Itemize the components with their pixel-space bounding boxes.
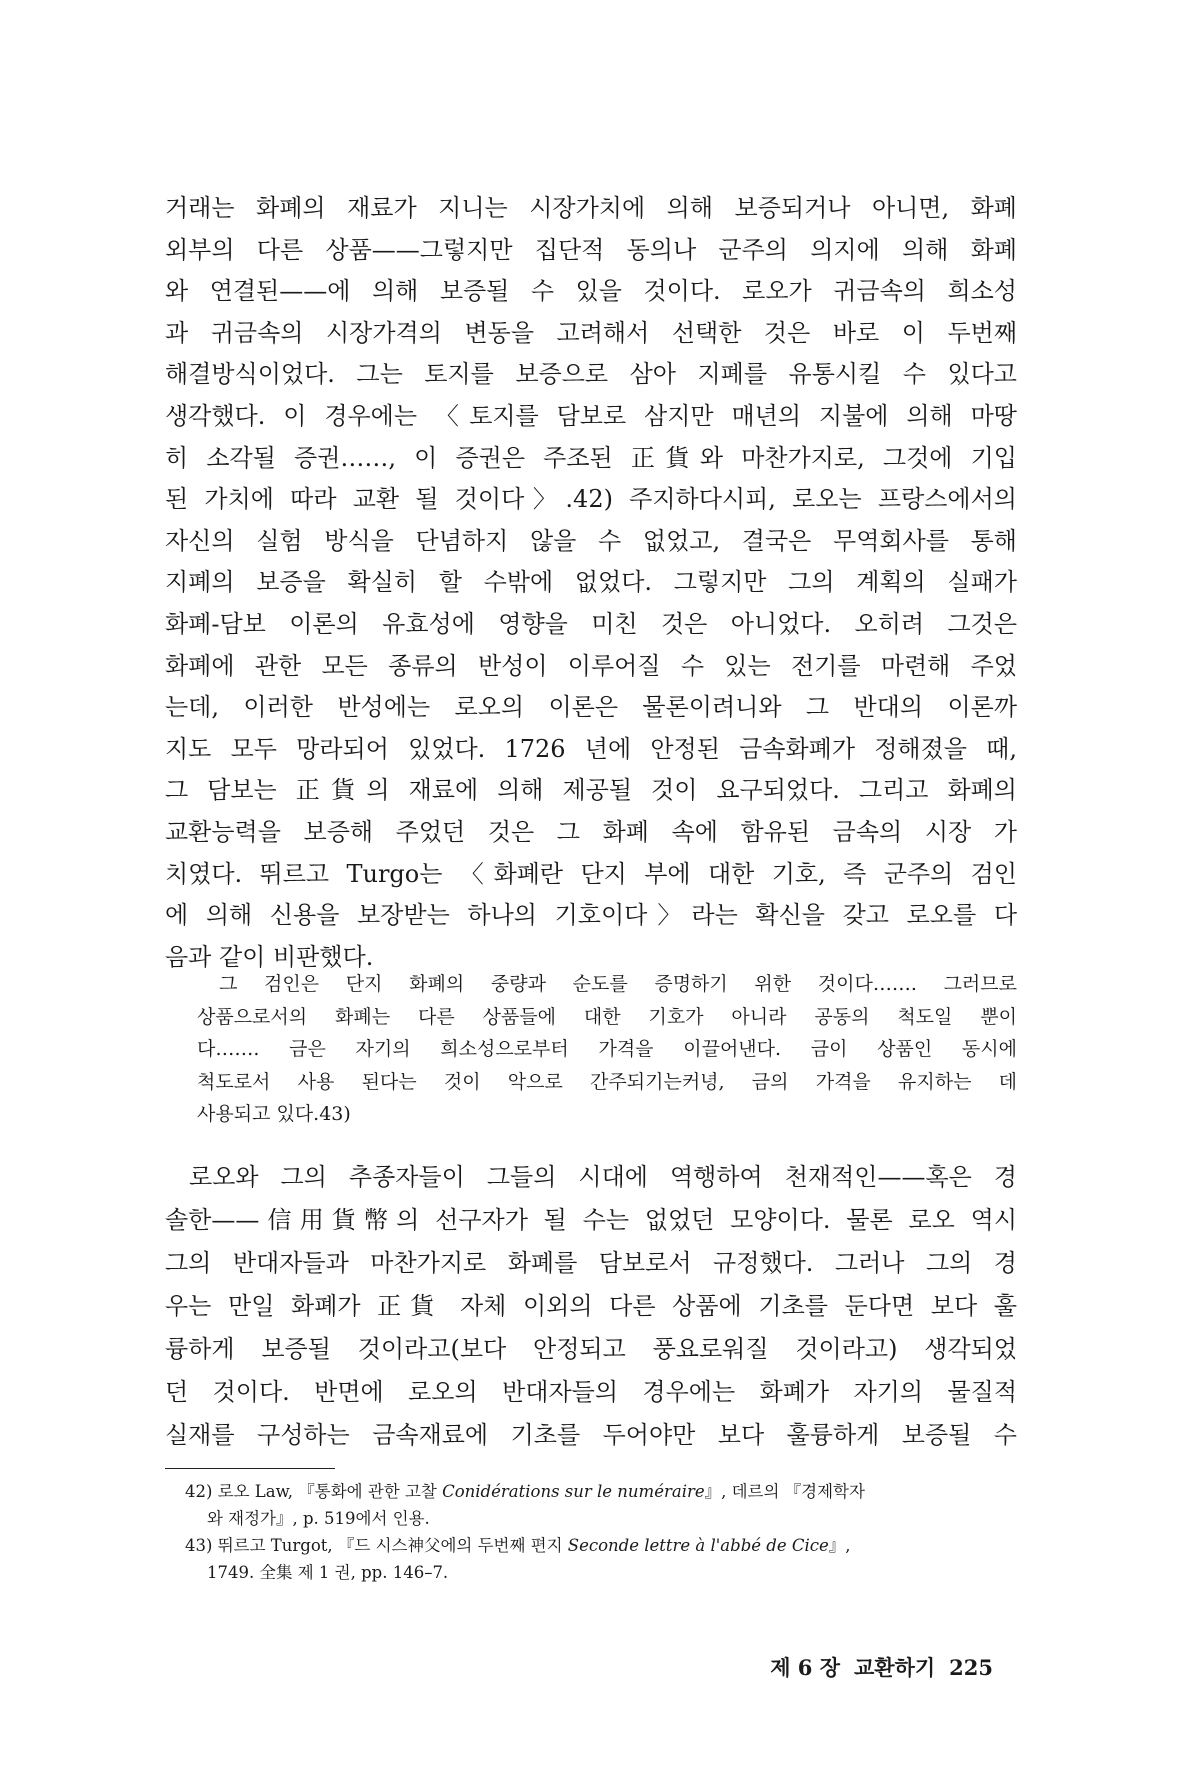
footnote-42-cont: 와 재정가』, p. 519에서 인용. [207, 1509, 430, 1528]
text-line: 된 가치에 따라 교환 될 것이다〉.42) 주지하다시피, 로오는 프랑스에서의 [165, 485, 1017, 514]
text-line: 륭하게 보증될 것이라고(보다 안정되고 풍요로워질 것이라고) 생각되었 [165, 1335, 1017, 1363]
text-line: 치였다. 뛰르고 Turgo는 〈화폐란 단지 부에 대한 기호, 즉 군주의 검인 [165, 859, 1017, 888]
quote-line: 척도로서 사용 된다는 것이 악으로 간주되기는커녕, 금의 가격을 유지하는 데 [197, 1070, 1017, 1093]
footnote-number: 43) [185, 1536, 213, 1555]
text-line: 던 것이다. 반면에 로오의 반대자들의 경우에는 화폐가 자기의 물질적 [165, 1378, 1017, 1406]
page-number: 225 [949, 1655, 993, 1680]
footnote-author: 뛰르고 Turgot, [217, 1536, 333, 1555]
footnote-divider [165, 1468, 335, 1469]
quote-line: 상품으로서의 화폐는 다른 상품들에 대한 기호가 아니라 공동의 척도일 뿐이 [197, 1005, 1017, 1028]
footnote-43 [185, 1532, 1017, 1559]
footnote-source: 』, [828, 1536, 851, 1555]
text-line: 생각했다. 이 경우에는 〈토지를 담보로 삼지만 매년의 지불에 의해 마땅 [165, 401, 1017, 430]
main-paragraph [165, 188, 1017, 978]
text-line: 실재를 구성하는 금속재료에 기초를 두어야만 보다 훌륭하게 보증될 수 [165, 1421, 1017, 1449]
text-line: 에 의해 신용을 보장받는 하나의 기호이다〉라는 확신을 갖고 로오를 다 [165, 901, 1017, 930]
footnote-number: 42) [185, 1482, 213, 1501]
footnote-title-ko: 『통화에 관한 고찰 [298, 1482, 437, 1501]
text-line: 거래는 화폐의 재료가 지니는 시장가치에 의해 보증되거나 아니면, 화폐 [165, 194, 1017, 222]
text-line: 교환능력을 보증해 주었던 것은 그 화폐 속에 함유된 금속의 시장 가 [165, 817, 1017, 846]
footnote-title-ko: 『드 시스神父에의 두번째 편지 [337, 1536, 563, 1555]
footnote-42 [185, 1478, 1017, 1505]
quote-line: 다……. 금은 자기의 희소성으로부터 가격을 이끌어낸다. 금이 상품인 동시에 [197, 1038, 1017, 1060]
text-line: 자신의 실험 방식을 단념하지 않을 수 없었고, 결국은 무역회사를 통해 [165, 526, 1017, 555]
text-line: 는데, 이러한 반성에는 로오의 이론은 물론이려니와 그 반대의 이론까 [165, 693, 1017, 722]
chapter-label: 제 6 장 [770, 1655, 840, 1680]
text-line: 와 연결된——에 의해 보증될 수 있을 것이다. 로오가 귀금속의 희소성 [165, 277, 1017, 306]
second-paragraph [165, 1156, 1017, 1457]
footnote-author: 로오 Law, [217, 1482, 294, 1501]
text-line: 솔한——信用貨幣의 선구자가 될 수는 없었던 모양이다. 물론 로오 역시 [165, 1206, 1017, 1234]
text-line: 지도 모두 망라되어 있었다. 1726 년에 안정된 금속화폐가 정해졌을 때, [165, 734, 1017, 763]
footnote-title-fr: Conidérations sur le numéraire [442, 1482, 705, 1501]
text-line: 음과 같이 비판했다. [165, 942, 374, 971]
text-line: 그 담보는 正貨의 재료에 의해 제공될 것이 요구되었다. 그리고 화폐의 [165, 776, 1017, 805]
text-line: 해결방식이었다. 그는 토지를 보증으로 삼아 지폐를 유통시킬 수 있다고 [165, 360, 1017, 389]
block-quote [197, 968, 1017, 1131]
text-line: 과 귀금속의 시장가격의 변동을 고려해서 선택한 것은 바로 이 두번째 [165, 318, 1017, 347]
text-line: 화폐-담보 이론의 유효성에 영향을 미친 것은 아니었다. 오히려 그것은 [165, 609, 1017, 638]
text-line: 그의 반대자들과 마찬가지로 화폐를 담보로서 규정했다. 그러나 그의 경 [165, 1249, 1017, 1277]
footnotes [185, 1478, 1017, 1586]
footnote-source: 』, 데르의 『경제학자 [704, 1482, 865, 1501]
quote-line: 사용되고 있다.43) [197, 1103, 351, 1125]
text-line: 우는 만일 화폐가 正貨 자체 이외의 다른 상품에 기초를 둔다면 보다 훌 [165, 1292, 1017, 1320]
quote-line: 그 검인은 단지 화폐의 중량과 순도를 증명하기 위한 것이다……. 그러므로 [219, 973, 1017, 995]
text-line: 외부의 다른 상품——그렇지만 집단적 동의나 군주의 의지에 의해 화폐 [165, 235, 1017, 264]
text-line: 히 소각될 증권……, 이 증권은 주조된 正貨와 마찬가지로, 그것에 기입 [165, 443, 1017, 472]
footnote-43-cont: 1749. 全集 제 1 권, pp. 146–7. [207, 1563, 449, 1582]
running-footer [756, 1652, 993, 1682]
footnote-title-fr: Seconde lettre à l'abbé de Cice [567, 1536, 829, 1555]
text-line: 로오와 그의 추종자들이 그들의 시대에 역행하여 천재적인——혹은 경 [189, 1163, 1017, 1191]
text-line: 지폐의 보증을 확실히 할 수밖에 없었다. 그렇지만 그의 계획의 실패가 [165, 568, 1017, 597]
chapter-title: 교환하기 [854, 1655, 936, 1680]
text-line: 화폐에 관한 모든 종류의 반성이 이루어질 수 있는 전기를 마련해 주었 [165, 651, 1017, 680]
